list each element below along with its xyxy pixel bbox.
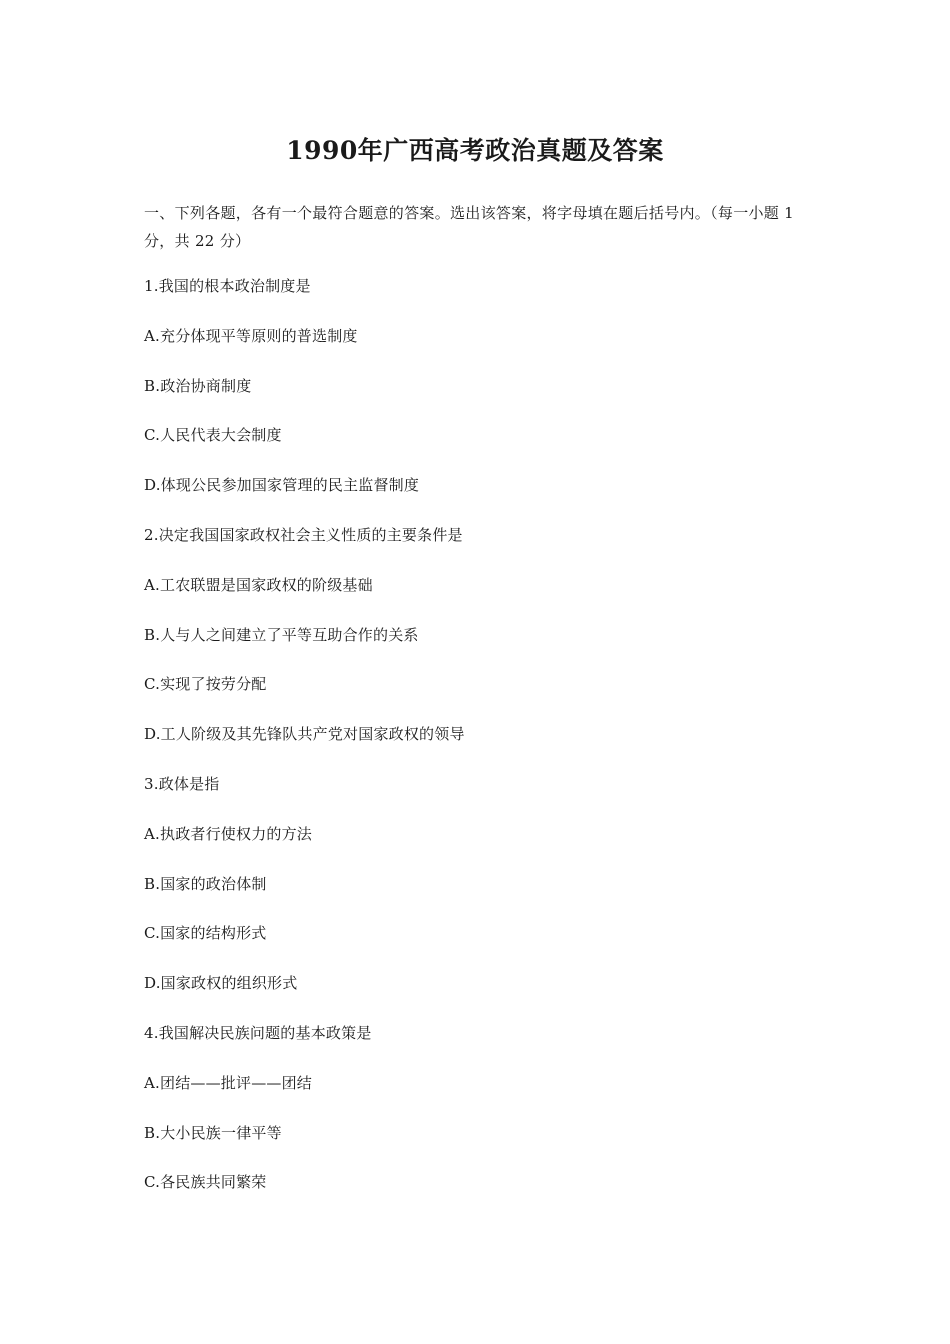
question-2-option-c: C.实现了按劳分配 [144,675,267,694]
question-1-option-a: A.充分体现平等原则的普选制度 [144,326,358,345]
question-4-option-a: A.团结——批评——团结 [144,1073,313,1092]
question-2-option-d: D.工人阶级及其先锋队共产党对国家政权的领导 [144,725,465,744]
question-1-option-c: C.人民代表大会制度 [144,426,282,445]
question-4-option-b: B.大小民族一律平等 [144,1123,282,1142]
question-3-stem: 3.政体是指 [144,774,220,793]
question-3-option-d: D.国家政权的组织形式 [144,974,298,993]
question-4-option-c: C.各民族共同繁荣 [144,1173,267,1192]
question-4-stem: 4.我国解决民族问题的基本政策是 [144,1023,372,1042]
question-2-option-b: B.人与人之间建立了平等互助合作的关系 [144,625,419,644]
question-1-stem: 1.我国的根本政治制度是 [144,277,311,295]
question-1-option-d: D.体现公民参加国家管理的民主监督制度 [144,476,420,495]
question-3-option-a: A.执政者行使权力的方法 [144,824,313,843]
question-2-stem: 2.决定我国国家政权社会主义性质的主要条件是 [144,525,463,544]
question-3-option-c: C.国家的结构形式 [144,924,267,943]
question-2-option-a: A.工农联盟是国家政权的阶级基础 [144,575,373,594]
question-list [144,273,812,1219]
document-title: 1990年广西高考政治真题及答案 [286,136,664,165]
section-instructions: 一、下列各题，各有一个最符合题意的答案。选出该答案，将字母填在题后括号内。（每一小题 1 分，共 22 分） [144,204,795,250]
question-1-option-b: B.政治协商制度 [144,376,252,395]
question-3-option-b: B.国家的政治体制 [144,874,267,893]
